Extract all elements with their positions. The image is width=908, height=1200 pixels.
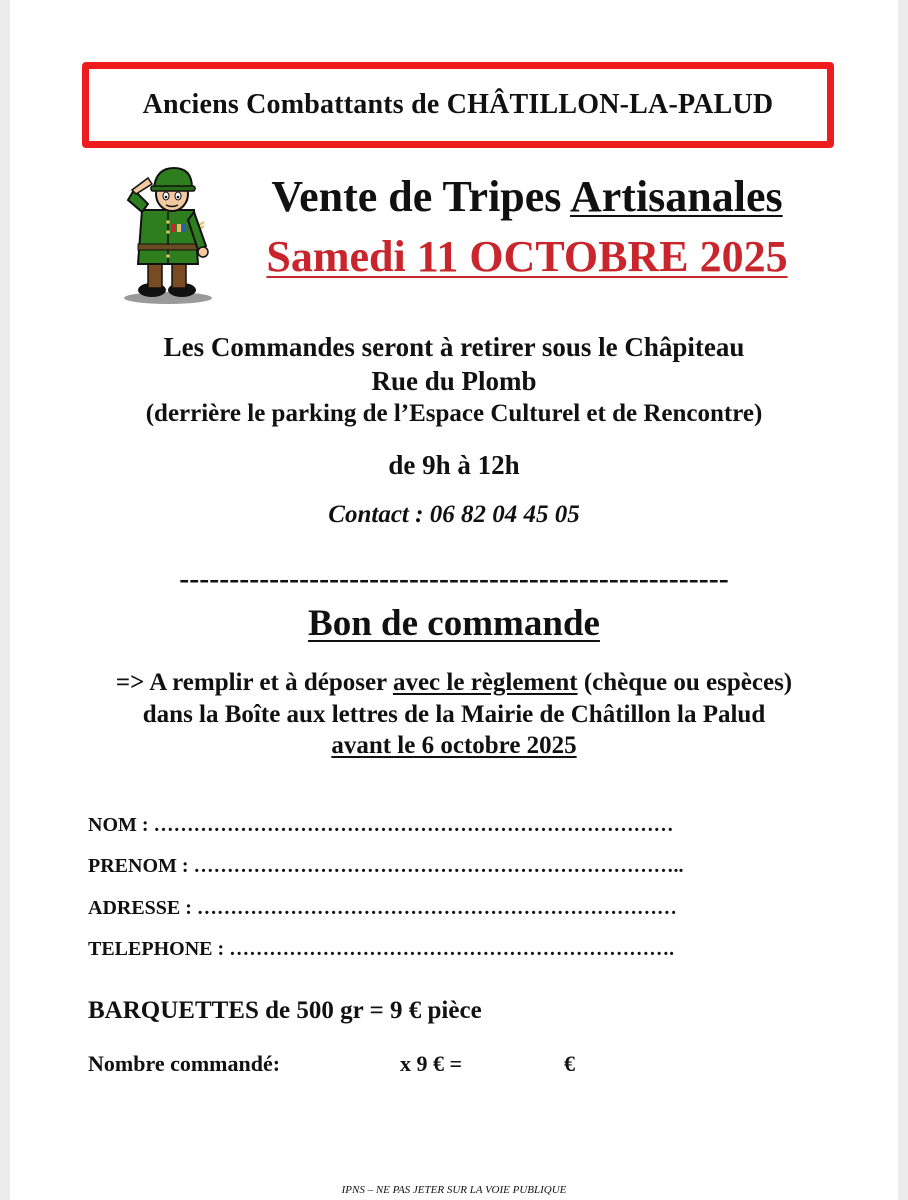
saluting-soldier-icon bbox=[118, 160, 218, 306]
order-instructions-line-1: => A remplir et à déposer avec le règlement (chèque ou espèces) bbox=[115, 669, 793, 696]
payment-note: avec le règlement bbox=[392, 669, 578, 696]
footer-notice: IPNS – NE PAS JETER SUR LA VOIE PUBLIQUE bbox=[341, 1184, 567, 1196]
event-title: Vente de Tripes Artisanales bbox=[271, 172, 783, 221]
contact-phone: Contact : 06 82 04 45 05 bbox=[328, 501, 580, 528]
firstname-field[interactable]: PRENOM : ……………………………………………………………….. bbox=[88, 855, 684, 877]
event-date: Samedi 11 OCTOBRE 2025 bbox=[266, 232, 788, 281]
name-field[interactable]: NOM : …………………………………………………………………… bbox=[88, 814, 674, 836]
event-title-underlined: Artisanales bbox=[570, 172, 783, 221]
order-instructions-line-2: dans la Boîte aux lettres de la Mairie de Châtillon la Palud bbox=[142, 701, 766, 728]
pickup-hours: de 9h à 12h bbox=[388, 450, 520, 480]
pickup-street: Rue du Plomb bbox=[371, 366, 537, 396]
flyer-page bbox=[10, 0, 898, 1200]
quantity-multiplier[interactable]: x 9 € = bbox=[400, 1051, 463, 1076]
quantity-label: Nombre commandé: bbox=[88, 1051, 281, 1076]
order-deadline: avant le 6 octobre 2025 bbox=[331, 732, 577, 759]
cut-line-divider: ------------------------------------------------------- bbox=[179, 562, 729, 595]
pickup-location-detail: (derrière le parking de l’Espace Culturel et de Rencontre) bbox=[145, 400, 763, 427]
telephone-field[interactable]: TELEPHONE : …………………………………………………………. bbox=[88, 938, 675, 960]
total-currency[interactable]: € bbox=[564, 1051, 575, 1076]
association-name: Anciens Combattants de CHÂTILLON-LA-PALUD bbox=[142, 89, 774, 120]
order-form-title: Bon de commande bbox=[308, 603, 600, 644]
price-line: BARQUETTES de 500 gr = 9 € pièce bbox=[88, 997, 482, 1024]
pickup-line-1: Les Commandes seront à retirer sous le Châpiteau bbox=[163, 332, 745, 362]
address-field[interactable]: ADRESSE : ……………………………………………………………… bbox=[88, 897, 677, 919]
association-banner bbox=[82, 62, 834, 148]
